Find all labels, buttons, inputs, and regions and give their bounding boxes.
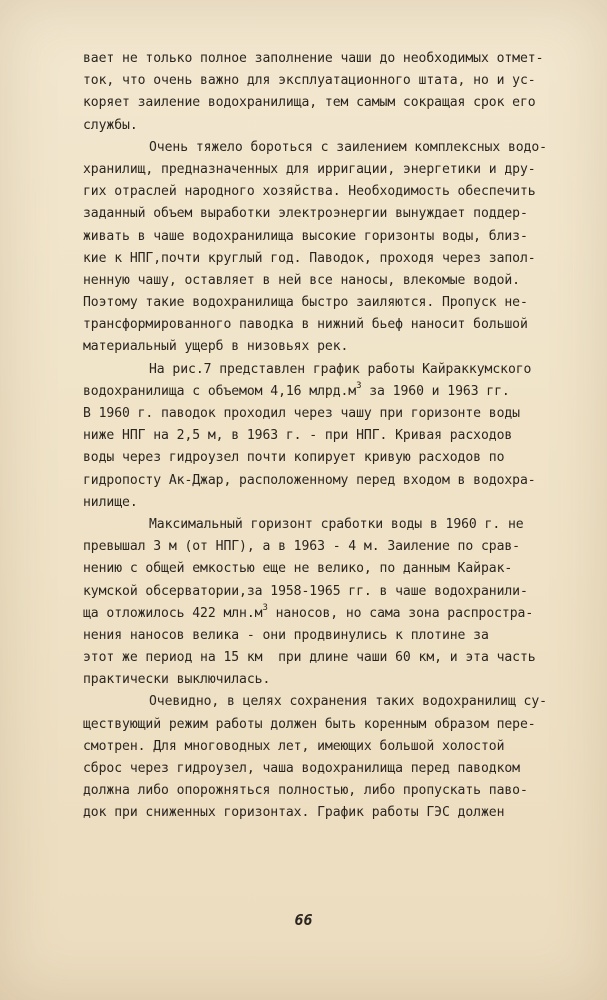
text-line [83,780,583,802]
text-line-content: службы. [83,117,138,133]
text-line-content: должна либо опорожняться полностью, либо пропускать паво- [83,783,528,799]
text-line [83,536,583,558]
text-line [83,248,583,270]
text-line [83,336,583,358]
text-line [83,447,583,469]
text-line-content: материальный ущерб в низовьях рек. [83,339,349,355]
text-line-content: нению с общей емкостью еще не велико, по данным Кайрак- [83,561,513,577]
text-line-content: док при сниженных горизонтах. График работы ГЭС должен [83,805,505,821]
text-line-content: Максимальный горизонт сработки воды в 1960 г. не [149,516,524,532]
text-line [83,581,583,603]
text-line-content: ненную чашу, оставляет в ней все наносы, влекомые водой. [83,272,520,288]
text-line-content: гих отраслей народного хозяйства. Необходимость обеспечить [83,184,536,200]
text-line-content: водохранилища с объемом 4,16 млрд.м [83,383,357,399]
text-line [83,514,583,536]
text-line [83,691,583,713]
superscript-exponent: 3 [356,381,362,392]
text-line-content: кумской обсерватории,за 1958-1965 гг. в чаше водохранили- [83,583,528,599]
text-line [83,359,583,381]
text-line-content: Поэтому такие водохранилища быстро заиляются. Пропуск не- [83,295,528,311]
text-line-content: В 1960 г. паводок проходил через чашу при горизонте воды [83,406,520,421]
text-line-content: гидропосту Ак-Джар, расположенному перед входом в водохра- [83,472,536,488]
text-line [83,270,583,292]
text-line [83,669,583,691]
text-line-continuation: за 1960 и 1963 гг. [361,383,510,399]
text-line [83,137,583,159]
text-line-content: ниже НПГ на 2,5 м, в 1963 г. - при НПГ. Кривая расходов [83,428,513,444]
text-line [83,492,583,514]
text-line-content: нения наносов велика - они продвинулись к плотине за [83,627,489,643]
text-line [83,226,583,248]
text-line [83,159,583,181]
text-line-content: сброс через гидроузел, чаша водохранилища перед паводком [83,761,520,776]
text-line-content: живать в чаше водохранилища высокие горизонты воды, близ- [83,228,528,244]
text-line [83,314,583,336]
text-line-content: превышал 3 м (от НПГ), а в 1963 - 4 м. Заиление по срав- [83,539,520,555]
text-line-content: кие к НПГ,почти круглый год. Паводок, проходя через запол- [83,250,536,266]
text-line-content: коряет заиление водохранилища, тем самым сокращая срок его [83,95,536,111]
text-line-content: ществующий режим работы должен быть коренным образом пере- [83,716,536,732]
text-line [83,203,583,225]
text-line [83,603,583,625]
text-line [83,70,583,92]
text-line [83,647,583,669]
text-line [83,758,583,780]
text-line [83,470,583,492]
page-number: 66 [294,911,313,929]
text-line-content: смотрен. Для многоводных лет, имеющих большой холостой [83,738,505,754]
text-line-content: трансформированного паводка в нижний бьеф наносит большой [83,317,528,333]
text-line-content: ща отложилось 422 млн.м [83,605,263,621]
text-line [83,48,583,70]
text-line [83,558,583,580]
body-text [83,48,583,825]
text-line [83,403,583,425]
text-line-content: практически выключилась. [83,672,271,688]
text-line-continuation: наносов, но сама зона распростра- [267,605,534,621]
text-line-content: воды через гидроузел почти копирует кривую расходов по [83,450,505,466]
text-line [83,181,583,203]
text-line-content: хранилищ, предназначенных для ирригации, энергетики и дру- [83,161,536,177]
text-line-content: На рис.7 представлен график работы Кайраккумского [149,361,532,377]
text-line [83,625,583,647]
text-line-content: Очень тяжело бороться с заилением комплексных водо- [149,139,547,155]
superscript-exponent: 3 [262,603,268,614]
text-line [83,714,583,736]
text-line [83,292,583,314]
text-line-content: ток, что очень важно для эксплуатационного штата, но и ус- [83,73,536,89]
text-line [83,425,583,447]
text-line-content: вает не только полное заполнение чаши до необходимых отмет- [83,51,544,66]
text-line [83,802,583,824]
text-line [83,115,583,137]
text-line-content: этот же период на 15 км при длине чаши 60 км, и эта часть [83,650,536,666]
text-line [83,736,583,758]
text-line [83,92,583,114]
text-line-content: заданный объем выработки электроэнергии вынуждает поддер- [83,206,528,222]
text-line-content: нилище. [83,494,138,510]
text-line [83,381,583,403]
text-line-content: Очевидно, в целях сохранения таких водохранилищ су- [149,694,547,710]
